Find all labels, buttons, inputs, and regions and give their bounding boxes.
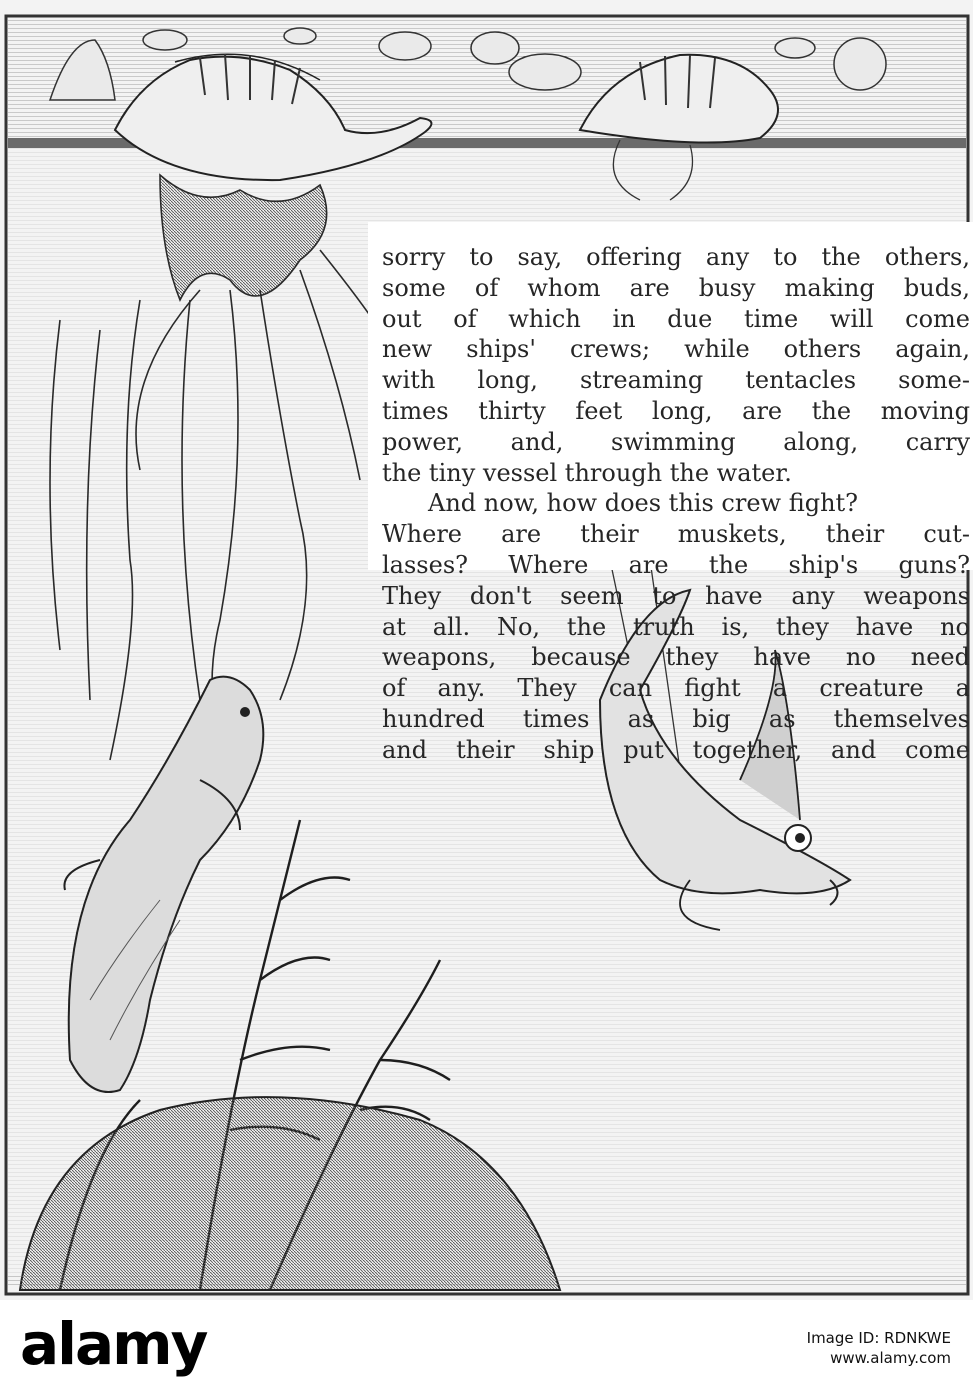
image-id: Image ID: RDNKWE	[806, 1329, 951, 1347]
image-id-block	[807, 1328, 951, 1368]
text-line: And now, how does this crew fight?	[428, 489, 859, 518]
text-line: weapons, because they have no need	[382, 643, 970, 672]
text-panel	[368, 222, 973, 764]
text-line: Where are their muskets, their cut-	[382, 520, 970, 549]
text-line: They don't seem to have any weapons	[382, 581, 970, 610]
text-line: at all. No, the truth is, they have no	[382, 612, 970, 641]
body-text	[382, 242, 970, 766]
text-line: the tiny vessel through the water.	[382, 458, 792, 487]
site-url: www.alamy.com	[830, 1349, 951, 1367]
watermark-footer	[0, 1300, 973, 1390]
text-line: lasses? Where are the ship's guns?	[382, 550, 970, 579]
brand-logo: alamy	[20, 1310, 207, 1378]
text-line: and their ship put together, and come	[382, 735, 970, 764]
text-line: power, and, swimming along, carry	[382, 427, 970, 456]
text-line: out of which in due time will come	[382, 304, 970, 333]
text-line: with long, streaming tentacles some-	[382, 366, 970, 395]
text-line: new ships' crews; while others again,	[382, 335, 970, 364]
text-line: hundred times as big as themselves	[382, 704, 970, 733]
text-line: times thirty feet long, are the moving	[382, 396, 970, 425]
text-line: sorry to say, offering any to the others,	[382, 243, 970, 271]
text-line: some of whom are busy making buds,	[382, 273, 970, 302]
text-line: of any. They can fight a creature a	[382, 674, 970, 703]
